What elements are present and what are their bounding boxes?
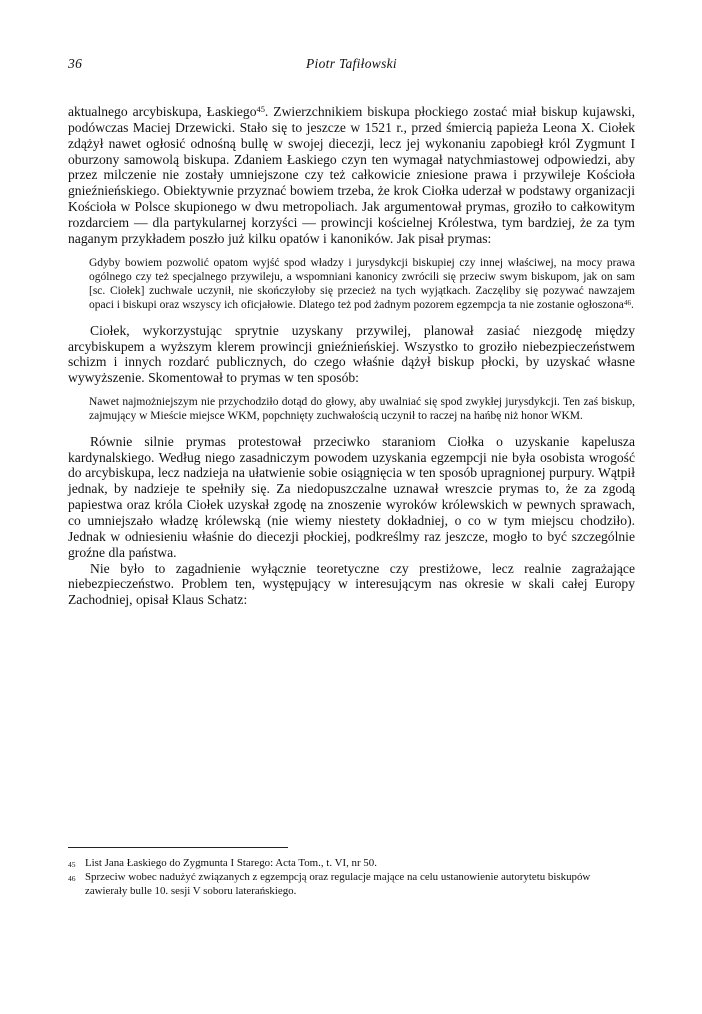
text-column xyxy=(68,104,635,608)
footnote-separator-rule xyxy=(68,847,288,848)
footnote-45-number: 45 xyxy=(68,859,76,869)
running-head xyxy=(68,56,635,76)
spacer xyxy=(68,247,635,256)
paragraph-4: Nie było to zagadnienie wyłącznie teoretyczne czy prestiżowe, lecz realnie zagrażające niebezpieczeństwo. Problem ten, występujący w interesującym nas okresie w skali całej Europy Zachodniej, opisał Klaus Schatz: xyxy=(68,560,635,608)
running-title: Piotr Tafiłowski xyxy=(306,56,397,71)
footnote-marker-45[interactable]: 45 xyxy=(256,104,265,115)
quote-1-text: Gdyby bowiem pozwolić opatom wyjść spod władzy i jurysdykcji biskupiej czy innej właściwej, na mocy prawa ogólnego czy też specjalnego przywileju, a wspomniani kanonicy zwrócili się przeciw swym biskupom, jak on sam [sc. Ciołek] zuchwale uczynił, nie skończyłoby się przecież na tych wyjątkach. Zaczęliby się pozywać nawzajem opaci i biskupi oraz wszyscy ich oficjałowie. Dlatego też pod żadnym pozorem egzempcja ta nie zostanie ogłoszona xyxy=(89,256,635,312)
footnote-46-number: 46 xyxy=(68,873,76,883)
paragraph-2: Ciołek, wykorzystując sprytnie uzyskany przywilej, planował zasiać niezgodę między arcybiskupem a wyższym klerem prowincji gnieźnieńskiej. Wszystko to groziło niebezpieczeństwem schizm i innych rozdarć publicznych, do czego właśnie dążył biskup płocki, by uzyskać własne wywyższenie. Skomentował to prymas w ten sposób: xyxy=(68,322,635,386)
footnote-45 xyxy=(68,857,635,870)
paragraph-3: Równie silnie prymas protestował przeciwko staraniom Ciołka o uzyskanie kapelusza kardynalskiego. Według niego zasadniczym powodem uzyskania egzempcji nie była osobista wrogość do arcybiskupa, lecz nadzieja na ułatwienie sobie osiągnięcia w ten sposób upragnionej purpury. Wątpił jednak, by nadzieje te spełniły się. Za niedopuszczalne uznawał wreszcie prymas to, że za zgodą papiestwa oraz króla Ciołek uzyskał zgodę na znoszenie wyroków królewskich w pewnych sprawach, co umniejszało władzę królewską (nie wiemy niestety dokładniej, o co w tym miejscu chodziło). Jednak w odniesieniu właśnie do diecezji płockiej, podkreślmy raz jeszcze, mogło to być szczególnie groźne dla państwa. xyxy=(68,433,635,560)
block-quote-2: Nawet najmożniejszym nie przychodziło dotąd do głowy, aby uwalniać się spod zwykłej jurysdykcji. Ten zaś biskup, zajmujący w Mieście miejsce WKM, popchnięty zuchwałością uczynił to raczej na hańbę niż honor WKM. xyxy=(89,396,635,423)
footnote-46 xyxy=(68,871,635,898)
page-number: 36 xyxy=(68,56,83,71)
footnote-marker-46[interactable]: 46 xyxy=(623,299,632,308)
block-quote-1 xyxy=(68,256,635,313)
spacer xyxy=(68,313,635,323)
footnote-46-text: Sprzeciw wobec nadużyć związanych z egzempcją oraz regulacje mające na celu ustanowienie autorytetu biskupów zawierały bulle 10. sesji V soboru laterańskiego. xyxy=(85,871,591,897)
paragraph-1 xyxy=(68,104,635,247)
spacer xyxy=(68,424,635,434)
footnote-section xyxy=(68,847,635,899)
footnote-45-text: List Jana Łaskiego do Zygmunta I Starego: Acta Tom., t. VI, nr 50. xyxy=(85,857,377,869)
paragraph-1-rest: . Zwierzchnikiem biskupa płockiego zostać miał biskup kujawski, podówczas Maciej Drzewicki. Stało się to jeszcze w 1521 r., przed śmiercią papieża Leona X. Ciołek zdążył nawet ogłosić odnośną bullę w swojej diecezji, lecz jej wykonaniu zapobiegł król Zygmunt I oburzony samowolą biskupa. Zdaniem Łaskiego czyn ten wymagał natychmiastowej odpowiedzi, aby przez milczenie nie zostały umniejszone czy też całkowicie zniesione prawa i przywileje Kościoła gnieźnieńskiego. Obiektywnie przyznać bowiem trzeba, że krok Ciołka uderzał w podstawy organizacji Kościoła w Polsce skupionego w dwu metropoliach. Jak argumentował prymas, groziło to całkowitym rozdarciem — dla partykularnej korzyści — prowincji kościelnej Królestwa, tym bardziej, że za tym naganym przykładem poszło już kilku opatów i kanoników. Jak pisał prymas: xyxy=(68,104,635,246)
quote-1-tail: . xyxy=(631,299,634,312)
spacer xyxy=(68,386,635,395)
paragraph-1-lead: aktualnego arcybiskupa, Łaskiego xyxy=(68,104,257,119)
